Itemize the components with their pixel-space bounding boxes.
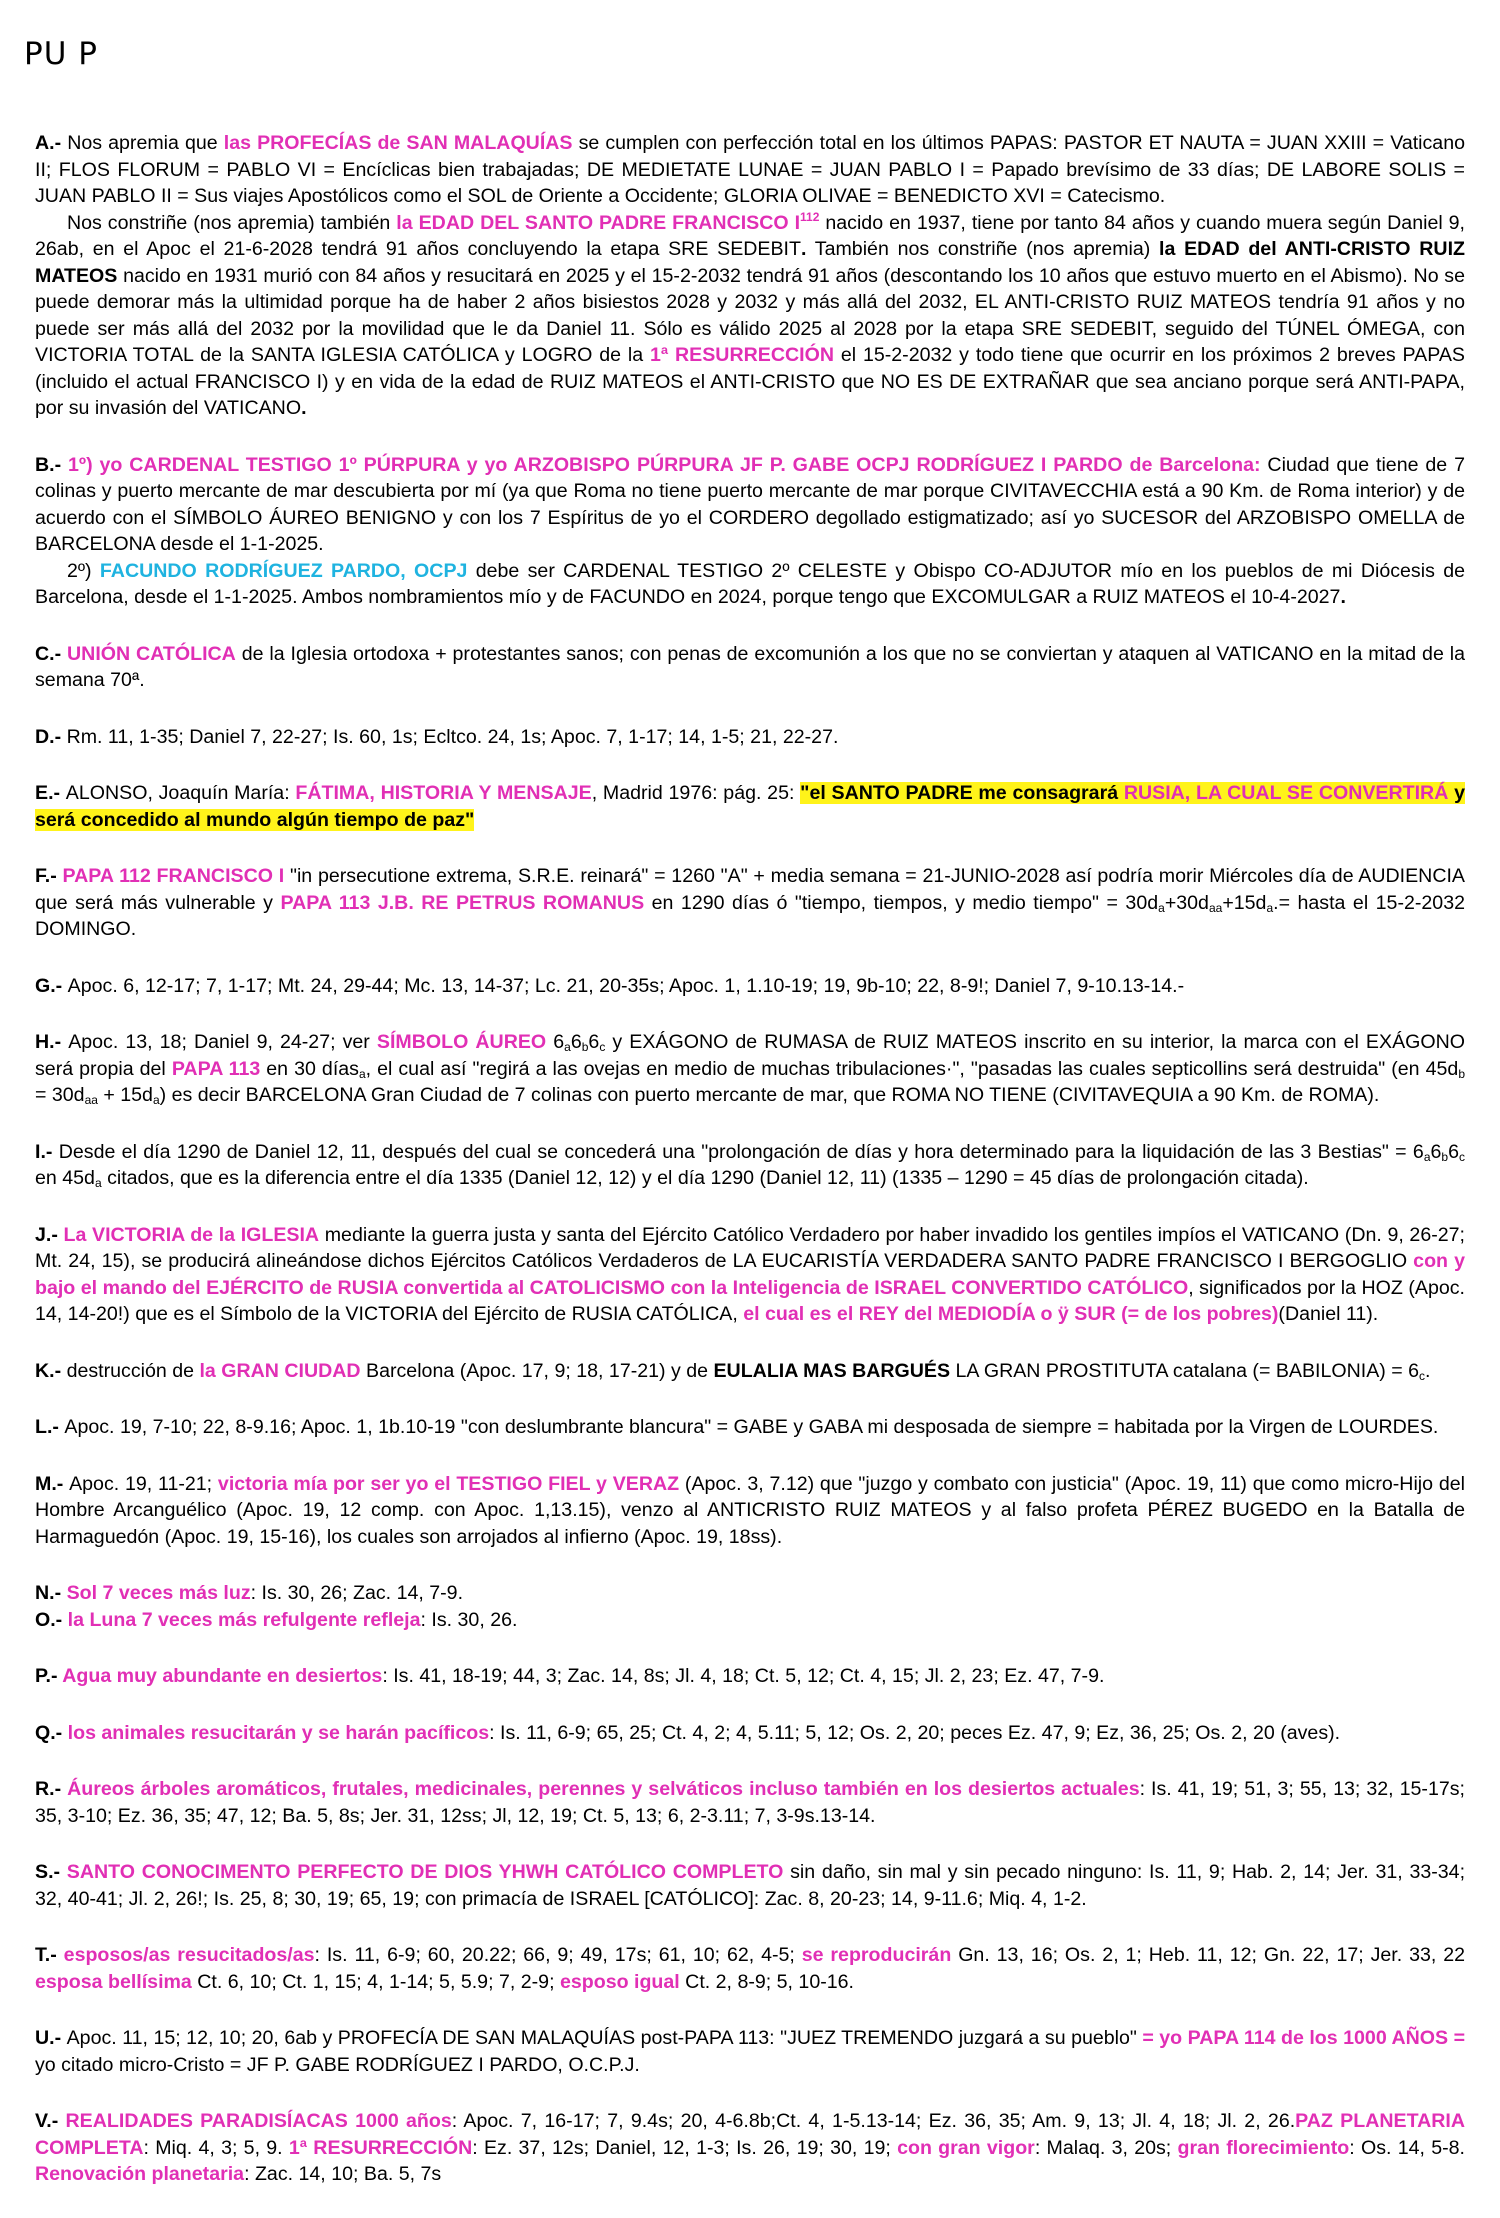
text-run: J.-: [35, 1223, 64, 1246]
text-run: citados, que es la diferencia entre el día 1335 (Daniel 12, 12) y el día 1290 (Daniel 12, 11) (1335 – 1290 = 45 días de prolongación citada).: [101, 1167, 1309, 1189]
text-run: Rm. 11, 1-35; Daniel 7, 22-27; Is. 60, 1s; Ecltco. 24, 1s; Apoc. 7, 1-17; 14, 1-5; 21, 22-27.: [66, 725, 839, 748]
text-run: esposa bellísima: [35, 1970, 192, 1993]
text-run: 112: [800, 209, 820, 224]
paragraph: [35, 210, 1465, 422]
text-run: T.-: [35, 1944, 64, 1966]
paragraph: [35, 1776, 1465, 1829]
paragraph: [35, 1607, 1465, 1634]
text-run: PAPA 113 J.B. RE PETRUS ROMANUS: [280, 891, 645, 914]
text-run: victoria mía por ser yo el TESTIGO FIEL y VERAZ: [217, 1472, 680, 1495]
section-i: [35, 1139, 1465, 1192]
text-run: PAPA 112 FRANCISCO I: [62, 865, 285, 887]
text-run: los animales resucitarán y se harán pacíficos: [67, 1721, 490, 1744]
text-run: : Miq. 4, 3; 5, 9.: [143, 2136, 289, 2159]
text-run: L.-: [35, 1416, 65, 1438]
text-run: , significados por la HOZ (Apoc. 14, 14-20!) que es el Símbolo de la VICTORIA del Ejército de RUSIA CATÓLICA,: [35, 1276, 1465, 1325]
text-run: mediante la guerra justa y santa del Ejército Católico Verdadero por haber invadido los gentiles impíos el VATICANO (Dn. 9, 26-27; Mt. 24, 15), se producirá alineándose dichos Ejércitos Católicos Verdaderos de LA EUCARISTÍA VERDADERA SANTO PADRE FRANCISCO I BERGOGLIO: [35, 1223, 1465, 1272]
paragraph: [35, 558, 1465, 611]
section-s: [35, 1859, 1465, 1912]
text-run: b: [581, 1040, 589, 1054]
text-run: con y bajo el mando del EJÉRCITO de RUSIA convertida al CATOLICISMO con la Inteligencia de ISRAEL CONVERTIDO CATÓLICO: [35, 1250, 1465, 1299]
text-run: U.-: [35, 2027, 67, 2049]
paragraph: [35, 1358, 1465, 1385]
text-run: se reproducirán: [801, 1944, 952, 1966]
text-run: Áureos árboles aromáticos, frutales, medicinales, perennes y selváticos incluso también en los desiertos actuales: [67, 1778, 1140, 1800]
paragraph: [35, 1942, 1465, 1995]
text-run: 1ª RESURRECCIÓN: [288, 2136, 473, 2159]
text-run: en 1290 días ó "tiempo, tiempos, y medio tiempo" = 30d: [644, 891, 1159, 914]
text-run: También nos constriñe (nos apremia): [806, 238, 1160, 260]
text-run: PAZ PLANETARIA COMPLETA: [35, 2110, 1465, 2159]
section-c: [35, 641, 1465, 694]
text-run: RUSIA, LA CUAL SE CONVERTIRÁ: [1123, 782, 1449, 804]
text-run: Apoc. 6, 12-17; 7, 1-17; Mt. 24, 29-44; Mc. 13, 14-37; Lc. 21, 20-35s; Apoc. 1, 1.10-19; 19, 9b-10; 22, 8-9!; Daniel 7, 9-10.13-14.-: [67, 974, 1185, 997]
paragraph: [35, 1859, 1465, 1912]
section-v: [35, 2108, 1465, 2188]
text-run: .: [1340, 586, 1346, 608]
text-run: , el cual así "regirá a las ovejas en medio de muchas tribulaciones·", "pasadas las cuales septicollins será destruida" (en 45d: [365, 1057, 1459, 1080]
text-run: ) es decir BARCELONA Gran Ciudad de 7 colinas con puerto mercante de mar, que ROMA NO TIENE (CIVITAVEQUIA a 90 Km. de ROMA).: [159, 1084, 1380, 1106]
text-run: de la Iglesia ortodoxa + protestantes sanos; con penas de excomunión a los que no se conviertan y ataquen al VATICANO en la mitad de la semana 70ª.: [35, 642, 1465, 691]
text-run: 1º) yo CARDENAL TESTIGO 1º PÚRPURA y yo ARZOBISPO PÚRPURA JF P. GABE OCPJ RODRÍGUEZ I PARDO de Barcelona:: [68, 453, 1261, 476]
text-run: Apoc. 19, 11-21;: [69, 1472, 218, 1495]
section-u: [35, 2025, 1465, 2078]
text-run: Ct. 6, 10; Ct. 1, 15; 4, 1-14; 5, 5.9; 7, 2-9;: [191, 1970, 560, 1993]
section-e: [35, 780, 1465, 833]
paragraph: [35, 2025, 1465, 2078]
page-header: PU P: [24, 36, 98, 72]
text-run: : Is. 11, 6-9; 60, 20.22; 66, 9; 49, 17s; 61, 10; 62, 4-5;: [314, 1944, 802, 1966]
text-run: : Is. 41, 18-19; 44, 3; Zac. 14, 8s; Jl. 4, 18; Ct. 5, 12; Ct. 4, 15; Jl. 2, 23; Ez. 47, 7-9.: [382, 1665, 1105, 1687]
text-run: Q.-: [35, 1721, 68, 1744]
text-run: Gn. 13, 16; Os. 2, 1; Heb. 11, 12; Gn. 22, 17; Jer. 33, 22: [951, 1944, 1465, 1966]
section-t: [35, 1942, 1465, 1995]
text-run: F.-: [35, 865, 63, 887]
paragraph: [35, 1222, 1465, 1328]
text-run: el 15-2-2032 y todo tiene que ocurrir en los próximos 2 breves PAPAS (incluido el actual FRANCISCO I) y en vida de la edad de RUIZ MATEOS el ANTI-CRISTO que NO ES DE EXTRAÑAR que sea anciano porque será ANTI-PAPA, por su invasión del VATICANO: [35, 344, 1465, 419]
text-run: Barcelona (Apoc. 17, 9; 18, 17-21) y de: [360, 1359, 714, 1382]
text-run: Sol 7 veces más luz: [66, 1582, 251, 1604]
document-body: [35, 130, 1465, 2218]
text-run: : Is. 11, 6-9; 65, 25; Ct. 4, 2; 4, 5.11; 5, 12; Os. 2, 20; peces Ez. 47, 9; Ez, 36, 25; Os. 2, 20 (aves).: [489, 1721, 1341, 1744]
text-run: a: [1423, 1149, 1431, 1164]
text-run: la Luna 7 veces más refulgente refleja: [67, 1608, 421, 1631]
text-run: Renovación planetaria: [35, 2163, 245, 2185]
paragraph: [35, 2108, 1465, 2188]
paragraph: [35, 724, 1465, 751]
text-run: +30d: [1164, 891, 1209, 914]
text-run: Ciudad que tiene de 7 colinas y puerto mercante de mar descubierta por mí (ya que Roma no tiene puerto mercante de mar porque CIVITAVECCHIA está a 90 Km. de Roma interior) y de acuerdo con el SÍMBOLO ÁUREO BENIGNO y con los 7 Espíritus de yo el CORDERO degollado estigmatizado; así yo SUCESOR del ARZOBISPO OMELLA de BARCELONA desde el 1-1-2025.: [35, 453, 1466, 555]
text-run: las PROFECÍAS de SAN MALAQUÍAS: [223, 132, 573, 154]
text-run: M.-: [35, 1472, 70, 1495]
text-run: c: [599, 1040, 606, 1054]
paragraph: [35, 1029, 1465, 1109]
text-run: destrucción de: [66, 1359, 200, 1382]
text-run: SÍMBOLO ÁUREO: [376, 1031, 547, 1053]
text-run: R.-: [35, 1778, 68, 1800]
text-run: 6: [1430, 1140, 1442, 1163]
text-run: "in persecutione extrema, S.R.E. reinará" = 1260 "A" + media semana = 21-JUNIO-2028 así podría morir Miércoles día de AUDIENCIA que será más vulnerable y: [35, 865, 1465, 914]
text-run: Desde el día 1290 de Daniel 12, 11, después del cual se concederá una "prolongación de días y hora determinado para la liquidación de las 3 Bestias" = 6: [58, 1140, 1424, 1163]
text-run: Nos constriñe (nos apremia) también: [67, 211, 397, 234]
text-run: aa: [1208, 900, 1223, 915]
text-run: N.-: [35, 1582, 67, 1604]
text-run: a: [1266, 900, 1274, 915]
text-run: b: [1458, 1066, 1465, 1081]
text-run: D.-: [35, 725, 67, 748]
text-run: .: [1425, 1359, 1431, 1382]
section-g: [35, 973, 1465, 1000]
paragraph: [35, 1414, 1465, 1441]
text-run: Nos apremia que: [67, 132, 224, 154]
text-run: a: [358, 1066, 366, 1081]
text-run: REALIDADES PARADISÍACAS 1000 años: [65, 2110, 452, 2132]
text-run: : Os. 14, 5-8.: [1349, 2136, 1465, 2159]
text-run: en 30 días: [260, 1057, 359, 1080]
text-run: S.-: [35, 1861, 67, 1883]
section-r: [35, 1776, 1465, 1829]
text-run: debe ser CARDENAL TESTIGO 2º CELESTE y Obispo CO-ADJUTOR mío en los pueblos de mi Diócesis de Barcelona, desde el 1-1-2025. Ambos nombramientos mío y de FACUNDO en 2024, porque tengo que EXCOMULGAR a RUIZ MATEOS el 10-4-2027: [35, 559, 1465, 608]
text-run: a: [1158, 900, 1165, 915]
text-run: Apoc. 13, 18; Daniel 9, 24-27; ver: [68, 1031, 377, 1053]
text-run: a: [152, 1093, 160, 1107]
text-run: y será concedido al mundo algún tiempo de paz": [35, 782, 1466, 831]
text-run: la EDAD del ANTI-CRISTO RUIZ MATEOS: [35, 238, 1465, 287]
text-run: la EDAD DEL SANTO PADRE FRANCISCO I: [396, 211, 801, 234]
text-run: PAPA 113: [171, 1057, 261, 1080]
paragraph: [35, 1471, 1465, 1551]
text-run: 6: [546, 1031, 565, 1053]
text-run: aa: [84, 1093, 98, 1107]
text-run: b: [1441, 1149, 1449, 1164]
paragraph: [35, 1139, 1465, 1192]
paragraph: [35, 1720, 1465, 1747]
section-l: [35, 1414, 1465, 1441]
text-run: : Is. 30, 26; Zac. 14, 7-9.: [250, 1582, 464, 1604]
paragraph: [35, 863, 1465, 943]
text-run: C.-: [35, 642, 68, 665]
text-run: sin daño, sin mal y sin pecado ninguno: Is. 11, 9; Hab. 2, 14; Jer. 31, 33-34; 32, 40-41; Jl. 2, 26!; Is. 25, 8; 30, 19; 65, 19; con primacía de ISRAEL [CATÓLICO]: Zac. 8, 20-23; 14, 9-11.6; Miq. 4, 1-2.: [35, 1861, 1466, 1910]
section-p: [35, 1663, 1465, 1690]
section-j: [35, 1222, 1465, 1328]
text-run: 1ª RESURRECCIÓN: [650, 344, 834, 366]
text-run: en 45d: [35, 1167, 95, 1189]
text-run: Ct. 2, 8-9; 5, 10-16.: [679, 1970, 854, 1993]
text-run: G.-: [35, 974, 68, 997]
paragraph: [35, 1663, 1465, 1690]
text-run: gran florecimiento: [1177, 2136, 1350, 2159]
paragraph: [35, 780, 1465, 833]
text-run: : Ez. 37, 12s; Daniel, 12, 1-3; Is. 26, 19; 30, 19;: [472, 2136, 898, 2159]
text-run: la GRAN CIUDAD: [199, 1359, 361, 1382]
text-run: (Apoc. 3, 7.12) que "juzgo y combato con justicia" (Apoc. 19, 11) que como micro-Hijo del Hombre Arcanguélico (Apoc. 19, 12 comp. con Apoc. 1,13.15), venzo al ANTICRISTO RUIZ MATEOS y al falso profeta PÉREZ BUGEDO en la Batalla de Harmaguedón (Apoc. 19, 15-16), los cuales son arrojados al infierno (Apoc. 19, 18ss).: [35, 1472, 1465, 1548]
text-run: V.-: [35, 2110, 66, 2132]
text-run: 6: [1448, 1140, 1459, 1163]
text-run: .= hasta el 15-2-2032 DOMINGO.: [35, 891, 1465, 940]
text-run: nacido en 1931 murió con 84 años y resucitará en 2025 y el 15-2-2032 tendrá 91 años (descontando los 10 años que estuvo muerto en el Abismo). No se puede demorar más la ultimidad porque ha de haber 2 años bisiestos 2028 y 2032 y más allá del 2032, EL ANTI-CRISTO RUIZ MATEOS tendría 91 años y no puede ser más allá del 2032 por la movilidad que le da Daniel 11. Sólo es válido 2025 al 2028 por la etapa SRE SEDEBIT, seguido del TÚNEL ÓMEGA, con VICTORIA TOTAL de la SANTA IGLESIA CATÓLICA y LOGRO de la: [35, 264, 1465, 366]
text-run: P.-: [35, 1665, 63, 1687]
text-run: : Is. 41, 19; 51, 3; 55, 13; 32, 15-17s; 35, 3-10; Ez. 36, 35; 47, 12; Ba. 5, 8s; Jer. 31, 12ss; Jl, 12, 19; Ct. 5, 13; 6, 2-3.11; 7, 3-9s.13-14.: [35, 1778, 1465, 1827]
text-run: 2º): [67, 559, 100, 582]
text-run: La VICTORIA de la IGLESIA: [63, 1223, 320, 1246]
text-run: , Madrid 1976: pág. 25:: [591, 782, 801, 804]
text-run: + 15d: [97, 1084, 153, 1106]
text-run: O.-: [35, 1608, 68, 1631]
text-run: : Is. 30, 26.: [420, 1608, 518, 1631]
paragraph: [35, 452, 1465, 558]
section-k: [35, 1358, 1465, 1385]
text-run: FACUNDO RODRÍGUEZ PARDO, OCPJ: [99, 559, 468, 582]
text-run: (Daniel 11).: [1278, 1303, 1379, 1325]
text-run: "el SANTO PADRE me consagrará: [800, 782, 1124, 804]
text-run: : Apoc. 7, 16-17; 7, 9.4s; 20, 4-6.8b;Ct. 4, 1-5.13-14; Ez. 36, 35; Am. 9, 13; Jl. 4, 18; Jl. 2, 26.: [451, 2110, 1296, 2132]
text-run: yo citado micro-Cristo = JF P. GABE RODRÍGUEZ I PARDO, O.C.P.J.: [35, 2053, 640, 2076]
text-run: 6: [588, 1031, 600, 1053]
text-run: : Malaq. 3, 20s;: [1034, 2136, 1178, 2159]
text-run: nacido en 1937, tiene por tanto 84 años y cuando muera según Daniel 9, 26ab, en el Apoc el 21-6-2028 tendrá 91 años concluyendo la etapa SRE SEDEBIT: [35, 211, 1465, 260]
text-run: 6: [570, 1031, 582, 1053]
text-run: esposo igual: [559, 1970, 680, 1993]
text-run: = 30d: [35, 1084, 85, 1106]
text-run: el cual es el REY del MEDIODÍA o ÿ SUR (= de los pobres): [743, 1303, 1279, 1325]
text-run: K.-: [35, 1359, 67, 1382]
text-run: a: [564, 1040, 571, 1054]
text-run: UNIÓN CATÓLICA: [67, 642, 236, 665]
paragraph: [35, 641, 1465, 694]
section-f: [35, 863, 1465, 943]
section-q: [35, 1720, 1465, 1747]
section-d: [35, 724, 1465, 751]
text-run: a: [94, 1176, 102, 1190]
section-n: [35, 1580, 1465, 1607]
text-run: I.-: [35, 1140, 59, 1163]
text-run: Apoc. 11, 15; 12, 10; 20, 6ab y PROFECÍA DE SAN MALAQUÍAS post-PAPA 113: "JUEZ TREMENDO juzgará a su pueblo": [66, 2027, 1143, 2049]
text-run: +15d: [1222, 891, 1267, 914]
text-run: se cumplen con perfección total en los últimos PAPAS: PASTOR ET NAUTA = JUAN XXIII = Vaticano II; FLOS FLORUM = PABLO VI = Encíclicas bien trabajadas; DE MEDIETATE LUNAE = JUAN PABLO I = Papado brevísimo de 33 días; DE LABORE SOLIS = JUAN PABLO II = Sus viajes Apostólicos como el SOL de Oriente a Occidente; GLORIA OLIVAE = BENEDICTO XVI = Catecismo.: [35, 132, 1465, 207]
text-run: B.-: [35, 453, 69, 476]
text-run: Apoc. 19, 7-10; 22, 8-9.16; Apoc. 1, 1b.10-19 "con deslumbrante blancura" = GABE y GABA mi desposada de siempre = habitada por la Virgen de LOURDES.: [64, 1416, 1439, 1438]
text-run: A.-: [35, 132, 68, 154]
section-o: [35, 1607, 1465, 1634]
text-run: EULALIA MAS BARGUÉS: [713, 1359, 951, 1382]
text-run: SANTO CONOCIMENTO PERFECTO DE DIOS YHWH CATÓLICO COMPLETO: [66, 1861, 784, 1883]
text-run: c: [1459, 1149, 1465, 1164]
section-b: [35, 452, 1465, 611]
text-run: H.-: [35, 1031, 69, 1053]
section-a: [35, 130, 1465, 422]
text-run: Agua muy abundante en desiertos: [62, 1665, 383, 1687]
paragraph: [35, 1580, 1465, 1607]
paragraph: [35, 130, 1465, 210]
text-run: FÁTIMA, HISTORIA Y MENSAJE: [295, 782, 592, 804]
text-run: .: [301, 397, 307, 419]
text-run: con gran vigor: [897, 2136, 1035, 2159]
text-run: E.-: [35, 782, 66, 804]
text-run: ALONSO, Joaquín María:: [65, 782, 296, 804]
text-run: : Zac. 14, 10; Ba. 5, 7s: [244, 2163, 442, 2185]
text-run: .: [800, 238, 807, 260]
paragraph: [35, 973, 1465, 1000]
text-run: LA GRAN PROSTITUTA catalana (= BABILONIA) = 6: [950, 1359, 1420, 1382]
text-run: y EXÁGONO de RUMASA de RUIZ MATEOS inscrito en su interior, la marca con el EXÁGONO será propia del: [35, 1031, 1466, 1080]
text-run: esposos/as resucitados/as: [63, 1944, 315, 1966]
text-run: c: [1419, 1368, 1426, 1383]
section-m: [35, 1471, 1465, 1551]
section-h: [35, 1029, 1465, 1109]
text-run: = yo PAPA 114 de los 1000 AÑOS =: [1142, 2027, 1466, 2049]
